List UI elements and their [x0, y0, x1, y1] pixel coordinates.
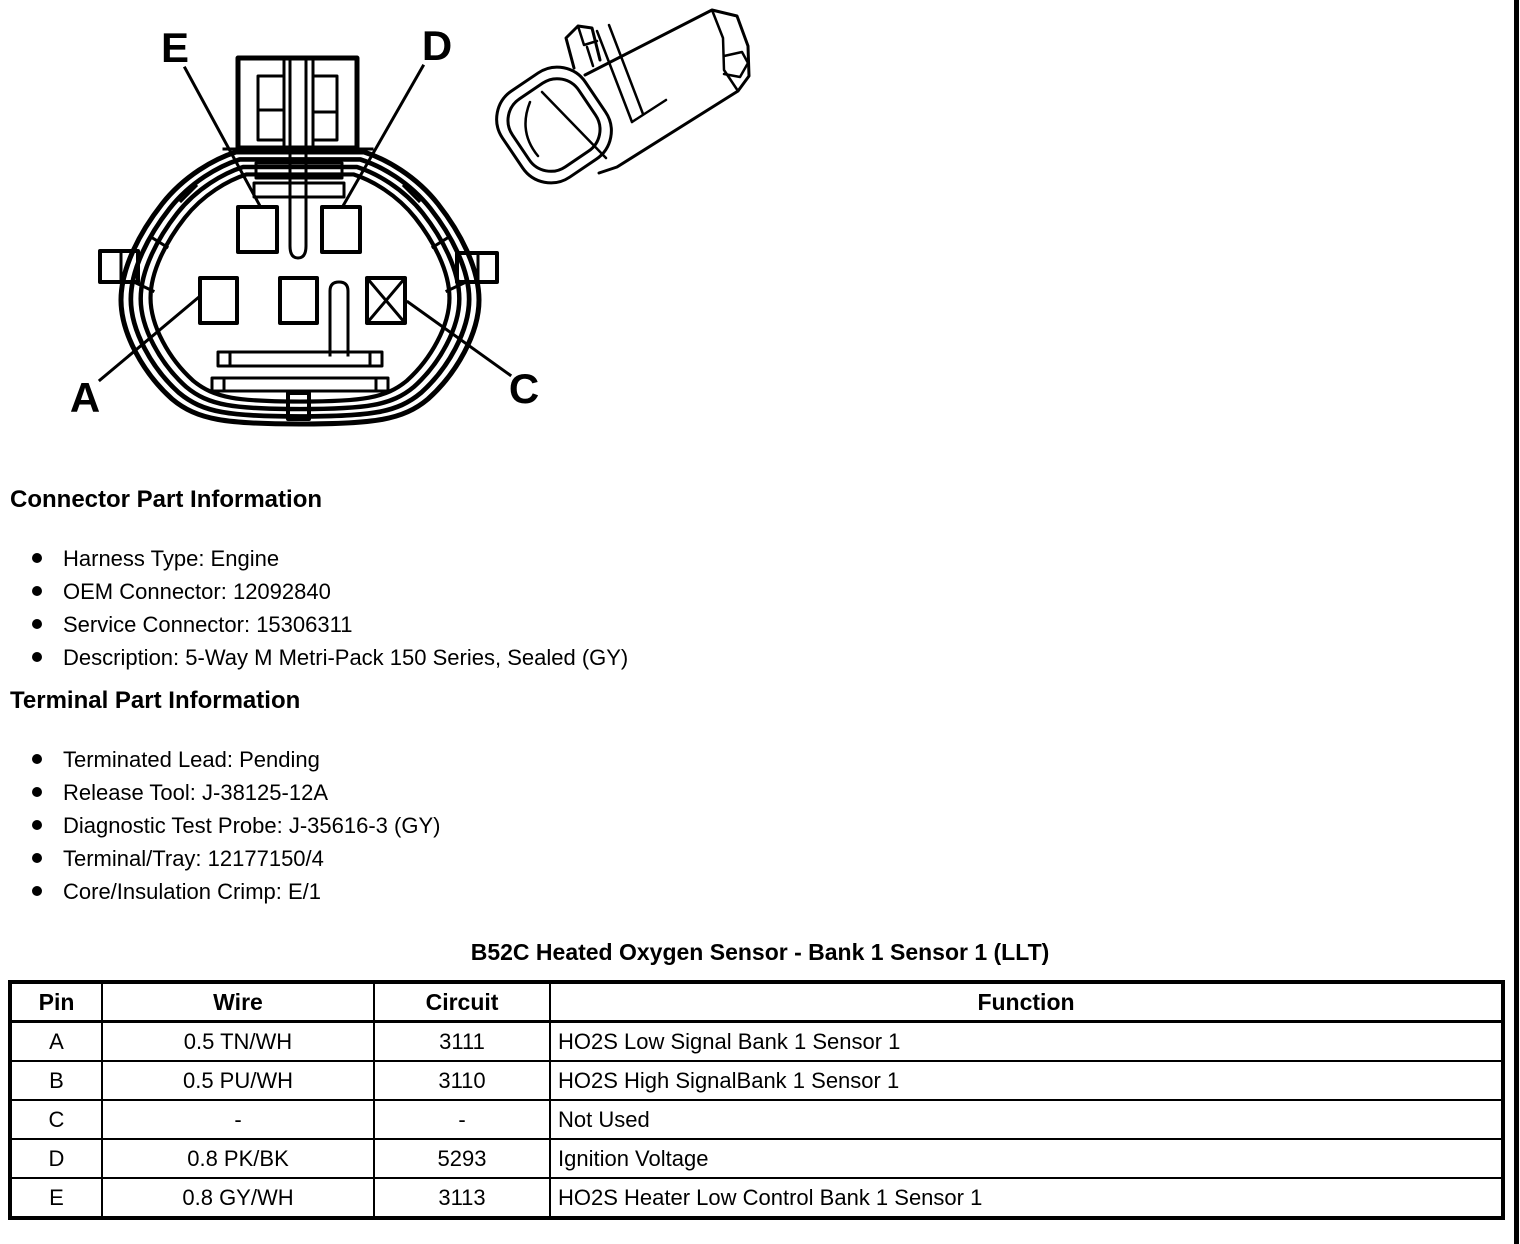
side-view-latch [566, 26, 600, 68]
cell-pin: C [10, 1100, 102, 1139]
pin-label-e: E [160, 24, 190, 71]
pin-cavity-b [280, 278, 317, 323]
connector-body-outline [121, 152, 479, 424]
table-row [10, 1178, 1503, 1218]
pin-cavity-d [322, 207, 360, 252]
connector-front-view-diagram [0, 0, 560, 450]
cell-pin: A [10, 1022, 102, 1062]
terminal-part-info-list [10, 743, 1110, 908]
connector-part-info-list [10, 542, 1110, 674]
column-header-function: Function [550, 982, 1503, 1022]
connector-side-view [490, 0, 810, 190]
pin-cavity-e [238, 207, 277, 252]
side-view-body [585, 10, 749, 173]
column-header-pin: Pin [10, 982, 102, 1022]
table-row [10, 1022, 1503, 1062]
cell-wire: 0.5 TN/WH [102, 1022, 374, 1062]
cell-pin: E [10, 1178, 102, 1218]
connector-part-info-heading: Connector Part Information [10, 486, 323, 513]
list-item: Diagnostic Test Probe: J-35616-3 (GY) [63, 809, 1110, 842]
cell-function: Not Used [550, 1100, 1503, 1139]
table-row [10, 1100, 1503, 1139]
list-item: Service Connector: 15306311 [63, 608, 1110, 641]
cell-circuit: 3110 [374, 1061, 550, 1100]
cell-wire: - [102, 1100, 374, 1139]
list-item: Harness Type: Engine [63, 542, 1110, 575]
list-item: Description: 5-Way M Metri-Pack 150 Series, Sealed (GY) [63, 641, 1110, 674]
cell-circuit: - [374, 1100, 550, 1139]
list-item: Terminal/Tray: 12177150/4 [63, 842, 1110, 875]
pin-cavity-a [200, 278, 237, 323]
terminal-part-info-heading: Terminal Part Information [10, 687, 301, 714]
side-view-front-face [490, 54, 625, 190]
list-item: Release Tool: J-38125-12A [63, 776, 1110, 809]
part-information-text [10, 486, 1110, 921]
pin-cavity-c-not-used [367, 278, 405, 323]
list-item: Core/Insulation Crimp: E/1 [63, 875, 1110, 908]
cell-pin: B [10, 1061, 102, 1100]
pinout-table [8, 980, 1505, 1220]
cell-wire: 0.8 GY/WH [102, 1178, 374, 1218]
list-item: Terminated Lead: Pending [63, 743, 1110, 776]
cell-circuit: 5293 [374, 1139, 550, 1178]
list-item: OEM Connector: 12092840 [63, 575, 1110, 608]
pin-label-d: D [421, 22, 453, 69]
cell-wire: 0.5 PU/WH [102, 1061, 374, 1100]
cell-function: HO2S High SignalBank 1 Sensor 1 [550, 1061, 1503, 1100]
cell-pin: D [10, 1139, 102, 1178]
cell-wire: 0.8 PK/BK [102, 1139, 374, 1178]
pin-label-a: A [69, 374, 101, 421]
lower-seal-bars [212, 352, 388, 391]
table-row [10, 1139, 1503, 1178]
cell-circuit: 3111 [374, 1022, 550, 1062]
table-row [10, 1061, 1503, 1100]
cell-function: HO2S Low Signal Bank 1 Sensor 1 [550, 1022, 1503, 1062]
table-header-row [10, 982, 1503, 1022]
pin-label-c: C [508, 365, 540, 412]
pinout-table-title: B52C Heated Oxygen Sensor - Bank 1 Sensor 1 (LLT) [470, 939, 1050, 965]
column-header-wire: Wire [102, 982, 374, 1022]
page-right-edge-line [1514, 0, 1519, 1244]
key-rib [330, 282, 348, 355]
cell-function: HO2S Heater Low Control Bank 1 Sensor 1 [550, 1178, 1503, 1218]
cell-function: Ignition Voltage [550, 1139, 1503, 1178]
column-header-circuit: Circuit [374, 982, 550, 1022]
cell-circuit: 3113 [374, 1178, 550, 1218]
